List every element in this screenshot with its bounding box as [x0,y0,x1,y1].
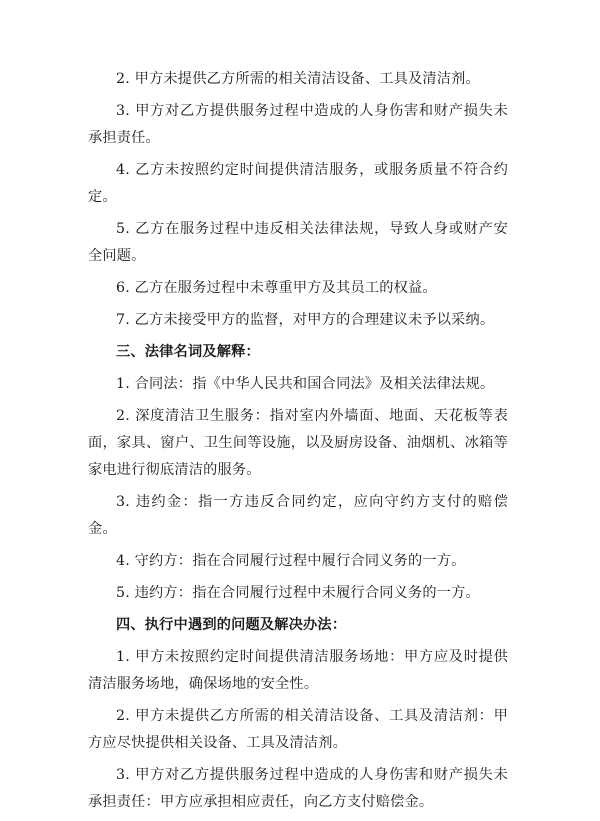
term-penalty: 3. 违约金：指一方违反合同约定，应向守约方支付的赔偿金。 [88,494,508,537]
term-breaching-party: 5. 违约方：指在合同履行过程中未履行合同义务的一方。 [116,585,480,601]
clause-5-law-violation: 5. 乙方在服务过程中违反相关法律法规，导致人身或财产安全问题。 [88,221,508,264]
clause-7-supervision: 7. 乙方未接受甲方的监督，对甲方的合理建议未予以采纳。 [116,312,495,328]
clause-2-equipment: 2. 甲方未提供乙方所需的相关清洁设备、工具及清洁剂。 [116,71,480,87]
clause-3-liability: 3. 甲方对乙方提供服务过程中造成的人身伤害和财产损失未承担责任。 [88,103,508,146]
solution-1-venue: 1. 甲方未按照约定时间提供清洁服务场地：甲方应及时提供清洁服务场地，确保场地的安全性。 [88,649,508,692]
document-body [88,66,508,821]
solution-3-liability: 3. 甲方对乙方提供服务过程中造成的人身伤害和财产损失未承担责任：甲方应承担相应责任，向乙方支付赔偿金。 [88,767,508,810]
solution-2-equipment: 2. 甲方未提供乙方所需的相关清洁设备、工具及清洁剂：甲方应尽快提供相关设备、工具及清洁剂。 [88,708,508,751]
term-contract-law: 1. 合同法：指《中华人民共和国合同法》及相关法律法规。 [116,376,495,392]
term-deep-cleaning: 2. 深度清洁卫生服务：指对室内外墙面、地面、天花板等表面，家具、窗户、卫生间等设施，以及厨房设备、油烟机、冰箱等家电进行彻底清洁的服务。 [88,408,508,478]
clause-6-respect: 6. 乙方在服务过程中未尊重甲方及其员工的权益。 [116,280,437,296]
clause-4-schedule: 4. 乙方未按照约定时间提供清洁服务，或服务质量不符合约定。 [88,162,508,205]
section-heading-legal-terms: 三、法律名词及解释： [116,344,260,360]
section-heading-problems-solutions: 四、执行中遇到的问题及解决办法： [116,617,347,633]
term-observing-party: 4. 守约方：指在合同履行过程中履行合同义务的一方。 [116,553,466,569]
